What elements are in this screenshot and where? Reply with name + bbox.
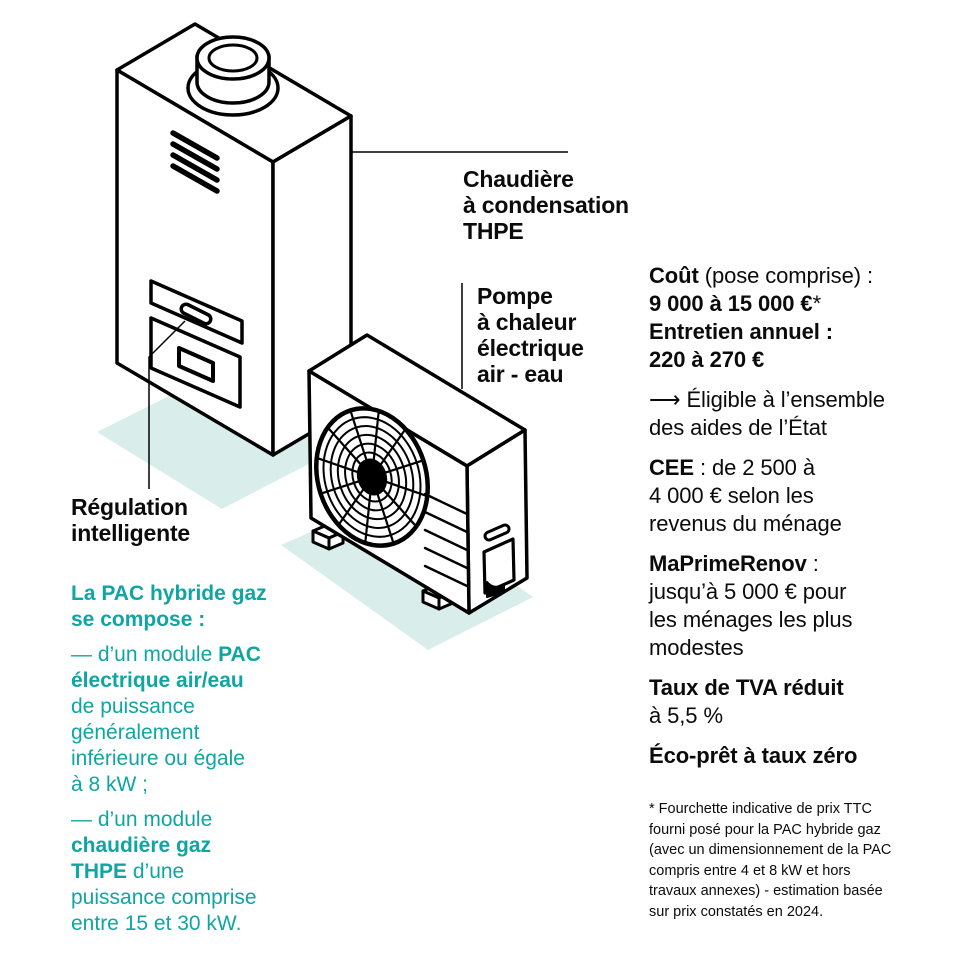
footnote [649,799,951,922]
text-line: les ménages les plus [649,607,853,632]
text-line: Chaudière [463,166,574,192]
text-line: Taux de TVA réduit [649,675,844,700]
composition-heading [71,581,311,633]
text-line: à chaleur [477,309,577,335]
text-line: sur prix constatés en 2024. [649,903,824,920]
text-line: (avec un dimensionnement de la PAC [649,842,892,858]
text-line: air - eau [477,361,564,387]
text-line: Régulation [71,494,188,520]
paragraph [649,386,951,442]
pump-label [477,283,584,387]
text-line: électrique air/eau [71,669,244,692]
text-line: se compose : [71,608,206,631]
paragraph [649,262,951,374]
text-line: THPE [463,218,524,244]
text-line: à condensation [463,192,629,218]
text-line: intelligente [71,520,191,546]
text-line: compris entre 4 et 8 kW et hors [649,862,851,879]
text-line: — d’un module PAC [71,643,261,666]
text-line: Pompe [477,283,553,309]
text-line: CEE : de 2 500 à [649,455,815,480]
flue-icon [188,37,278,115]
regulation-label [71,494,190,546]
text-line: THPE d’une [71,860,185,883]
text-line: 4 000 € selon les [649,483,814,508]
composition-paragraphs [71,642,311,937]
text-line: La PAC hybride gaz [71,582,267,605]
paragraph [649,550,951,662]
text-line: modestes [649,635,744,660]
text-line: * Fourchette indicative de prix TTC [649,801,872,817]
text-line: puissance comprise [71,886,257,909]
text-line: travaux annexes) - estimation basée [649,883,883,899]
text-line: électrique [477,335,584,361]
text-line: 9 000 à 15 000 €* [649,291,822,316]
composition-block [71,581,311,937]
details-column [649,262,951,770]
text-line: chaudière gaz [71,834,212,857]
text-line: revenus du ménage [649,511,842,536]
text-line: à 8 kW ; [71,773,149,796]
text-line: ⟶ Éligible à l’ensemble [649,387,885,412]
text-line: Entretien annuel : [649,319,833,344]
paragraph [649,742,951,770]
text-line: inférieure ou égale [71,747,245,770]
paragraph [649,454,951,538]
text-line: fourni posé pour la PAC hybride gaz [649,821,881,838]
text-line: des aides de l’État [649,415,827,440]
text-line: 220 à 270 € [649,347,765,372]
text-line: à 5,5 % [649,703,723,728]
text-line: Coût (pose comprise) : [649,263,873,288]
text-line: — d’un module [71,808,213,831]
text-line: entre 15 et 30 kW. [71,912,242,935]
text-line: Éco-prêt à taux zéro [649,743,858,768]
text-line: jusqu’à 5 000 € pour [649,579,847,604]
text-line: MaPrimeRenov : [649,551,819,576]
text-line: généralement [71,721,200,744]
paragraph [71,807,311,937]
text-line: de puissance [71,695,195,718]
paragraph [649,674,951,730]
paragraph [71,642,311,798]
boiler-label [463,166,629,244]
